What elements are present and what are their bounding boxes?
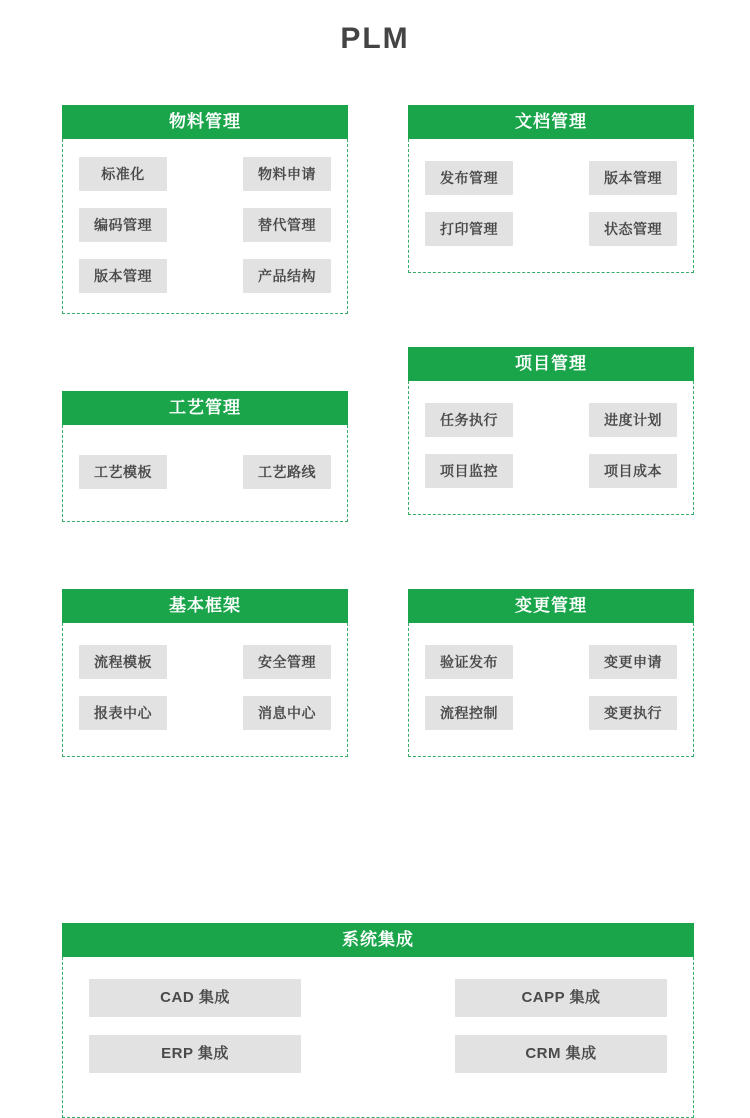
chip-item[interactable]: 项目监控: [425, 454, 513, 488]
card-material-management[interactable]: [62, 105, 348, 314]
chip-item[interactable]: 物料申请: [243, 157, 331, 191]
card-basic-framework[interactable]: [62, 589, 348, 757]
diagram-area: [0, 105, 750, 1062]
card-system-integration[interactable]: [62, 923, 694, 1118]
card-body-system-integration: [62, 957, 694, 1118]
chip-item[interactable]: 标准化: [79, 157, 167, 191]
card-title-change-management: 变更管理: [408, 589, 694, 623]
chip-item[interactable]: 发布管理: [425, 161, 513, 195]
card-title-system-integration: 系统集成: [62, 923, 694, 957]
chip-item[interactable]: 替代管理: [243, 208, 331, 242]
chip-item[interactable]: 安全管理: [243, 645, 331, 679]
card-body-material-management: [62, 139, 348, 314]
chip-item[interactable]: 工艺模板: [79, 455, 167, 489]
chip-item[interactable]: 打印管理: [425, 212, 513, 246]
card-document-management[interactable]: [408, 105, 694, 273]
chip-item[interactable]: ERP 集成: [89, 1035, 301, 1073]
card-title-basic-framework: 基本框架: [62, 589, 348, 623]
chip-item[interactable]: 报表中心: [79, 696, 167, 730]
chip-item[interactable]: CAD 集成: [89, 979, 301, 1017]
chip-item[interactable]: CAPP 集成: [455, 979, 667, 1017]
chip-item[interactable]: 状态管理: [589, 212, 677, 246]
chip-item[interactable]: CRM 集成: [455, 1035, 667, 1073]
card-body-change-management: [408, 623, 694, 757]
chip-item[interactable]: 变更申请: [589, 645, 677, 679]
chip-item[interactable]: 版本管理: [589, 161, 677, 195]
page-title: PLM: [340, 22, 410, 55]
card-title-material-management: 物料管理: [62, 105, 348, 139]
card-body-process-management: [62, 425, 348, 522]
chip-item[interactable]: 流程模板: [79, 645, 167, 679]
card-title-process-management: 工艺管理: [62, 391, 348, 425]
chip-item[interactable]: 验证发布: [425, 645, 513, 679]
card-project-management[interactable]: [408, 347, 694, 515]
chip-item[interactable]: 消息中心: [243, 696, 331, 730]
card-body-project-management: [408, 381, 694, 515]
chip-item[interactable]: 产品结构: [243, 259, 331, 293]
chip-item[interactable]: 项目成本: [589, 454, 677, 488]
chip-item[interactable]: 任务执行: [425, 403, 513, 437]
card-body-basic-framework: [62, 623, 348, 757]
chip-item[interactable]: 流程控制: [425, 696, 513, 730]
chip-item[interactable]: 工艺路线: [243, 455, 331, 489]
card-change-management[interactable]: [408, 589, 694, 757]
chip-item[interactable]: 版本管理: [79, 259, 167, 293]
chip-item[interactable]: 进度计划: [589, 403, 677, 437]
card-title-document-management: 文档管理: [408, 105, 694, 139]
card-process-management[interactable]: [62, 391, 348, 522]
card-body-document-management: [408, 139, 694, 273]
chip-item[interactable]: 编码管理: [79, 208, 167, 242]
chip-item[interactable]: 变更执行: [589, 696, 677, 730]
card-title-project-management: 项目管理: [408, 347, 694, 381]
